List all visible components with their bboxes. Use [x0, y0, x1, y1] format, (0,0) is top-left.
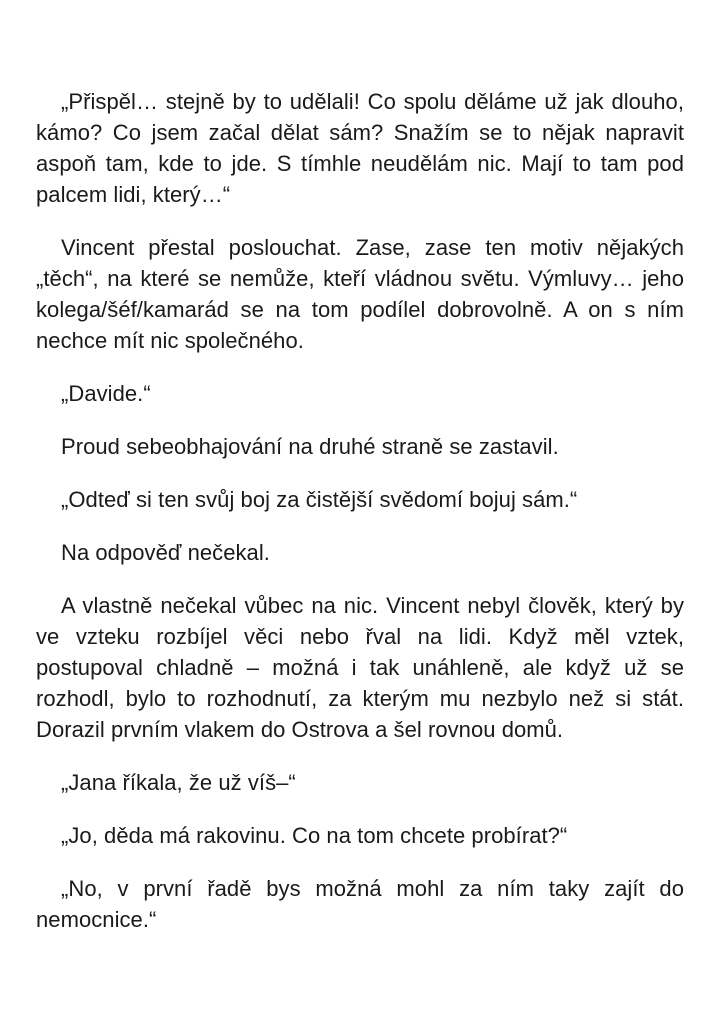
paragraph: A vlastně nečekal vůbec na nic. Vincent nebyl člověk, který by ve vzteku rozbíjel věci nebo řval na lidi. Když měl vztek, postupoval chladně – možná i tak unáhleně, ale když už se rozhodl, bylo to rozhodnutí, za kterým mu nezbylo než si stát. Dorazil prvním vlakem do Ostrova a šel rovnou domů. — [36, 593, 684, 742]
paragraph: „Přispěl… stejně by to udělali! Co spolu děláme už jak dlouho, kámo? Co jsem začal dělat sám? Snažím se to nějak napravit aspoň tam, kde to jde. S tímhle neudělám nic. Mají to tam pod palcem lidi, který…“ — [36, 89, 684, 207]
paragraph: „No, v první řadě bys možná mohl za ním taky zajít do nemocnice.“ — [36, 876, 684, 932]
document-page — [36, 86, 684, 957]
paragraph: „Jo, děda má rakovinu. Co na tom chcete probírat?“ — [61, 823, 568, 848]
paragraph: Na odpověď nečekal. — [61, 540, 270, 565]
paragraph: Vincent přestal poslouchat. Zase, zase ten motiv nějakých „těch“, na které se nemůže, kteří vládnou světu. Výmluvy… jeho kolega/šéf/kamarád se na tom podílel dobrovolně. A on s ním nechce mít nic společného. — [36, 235, 684, 353]
paragraph: „Odteď si ten svůj boj za čistější svědomí bojuj sám.“ — [61, 487, 578, 512]
paragraph: Proud sebeobhajování na druhé straně se zastavil. — [61, 434, 559, 459]
paragraph: „Davide.“ — [61, 381, 151, 406]
paragraph: „Jana říkala, že už víš–“ — [61, 770, 296, 795]
